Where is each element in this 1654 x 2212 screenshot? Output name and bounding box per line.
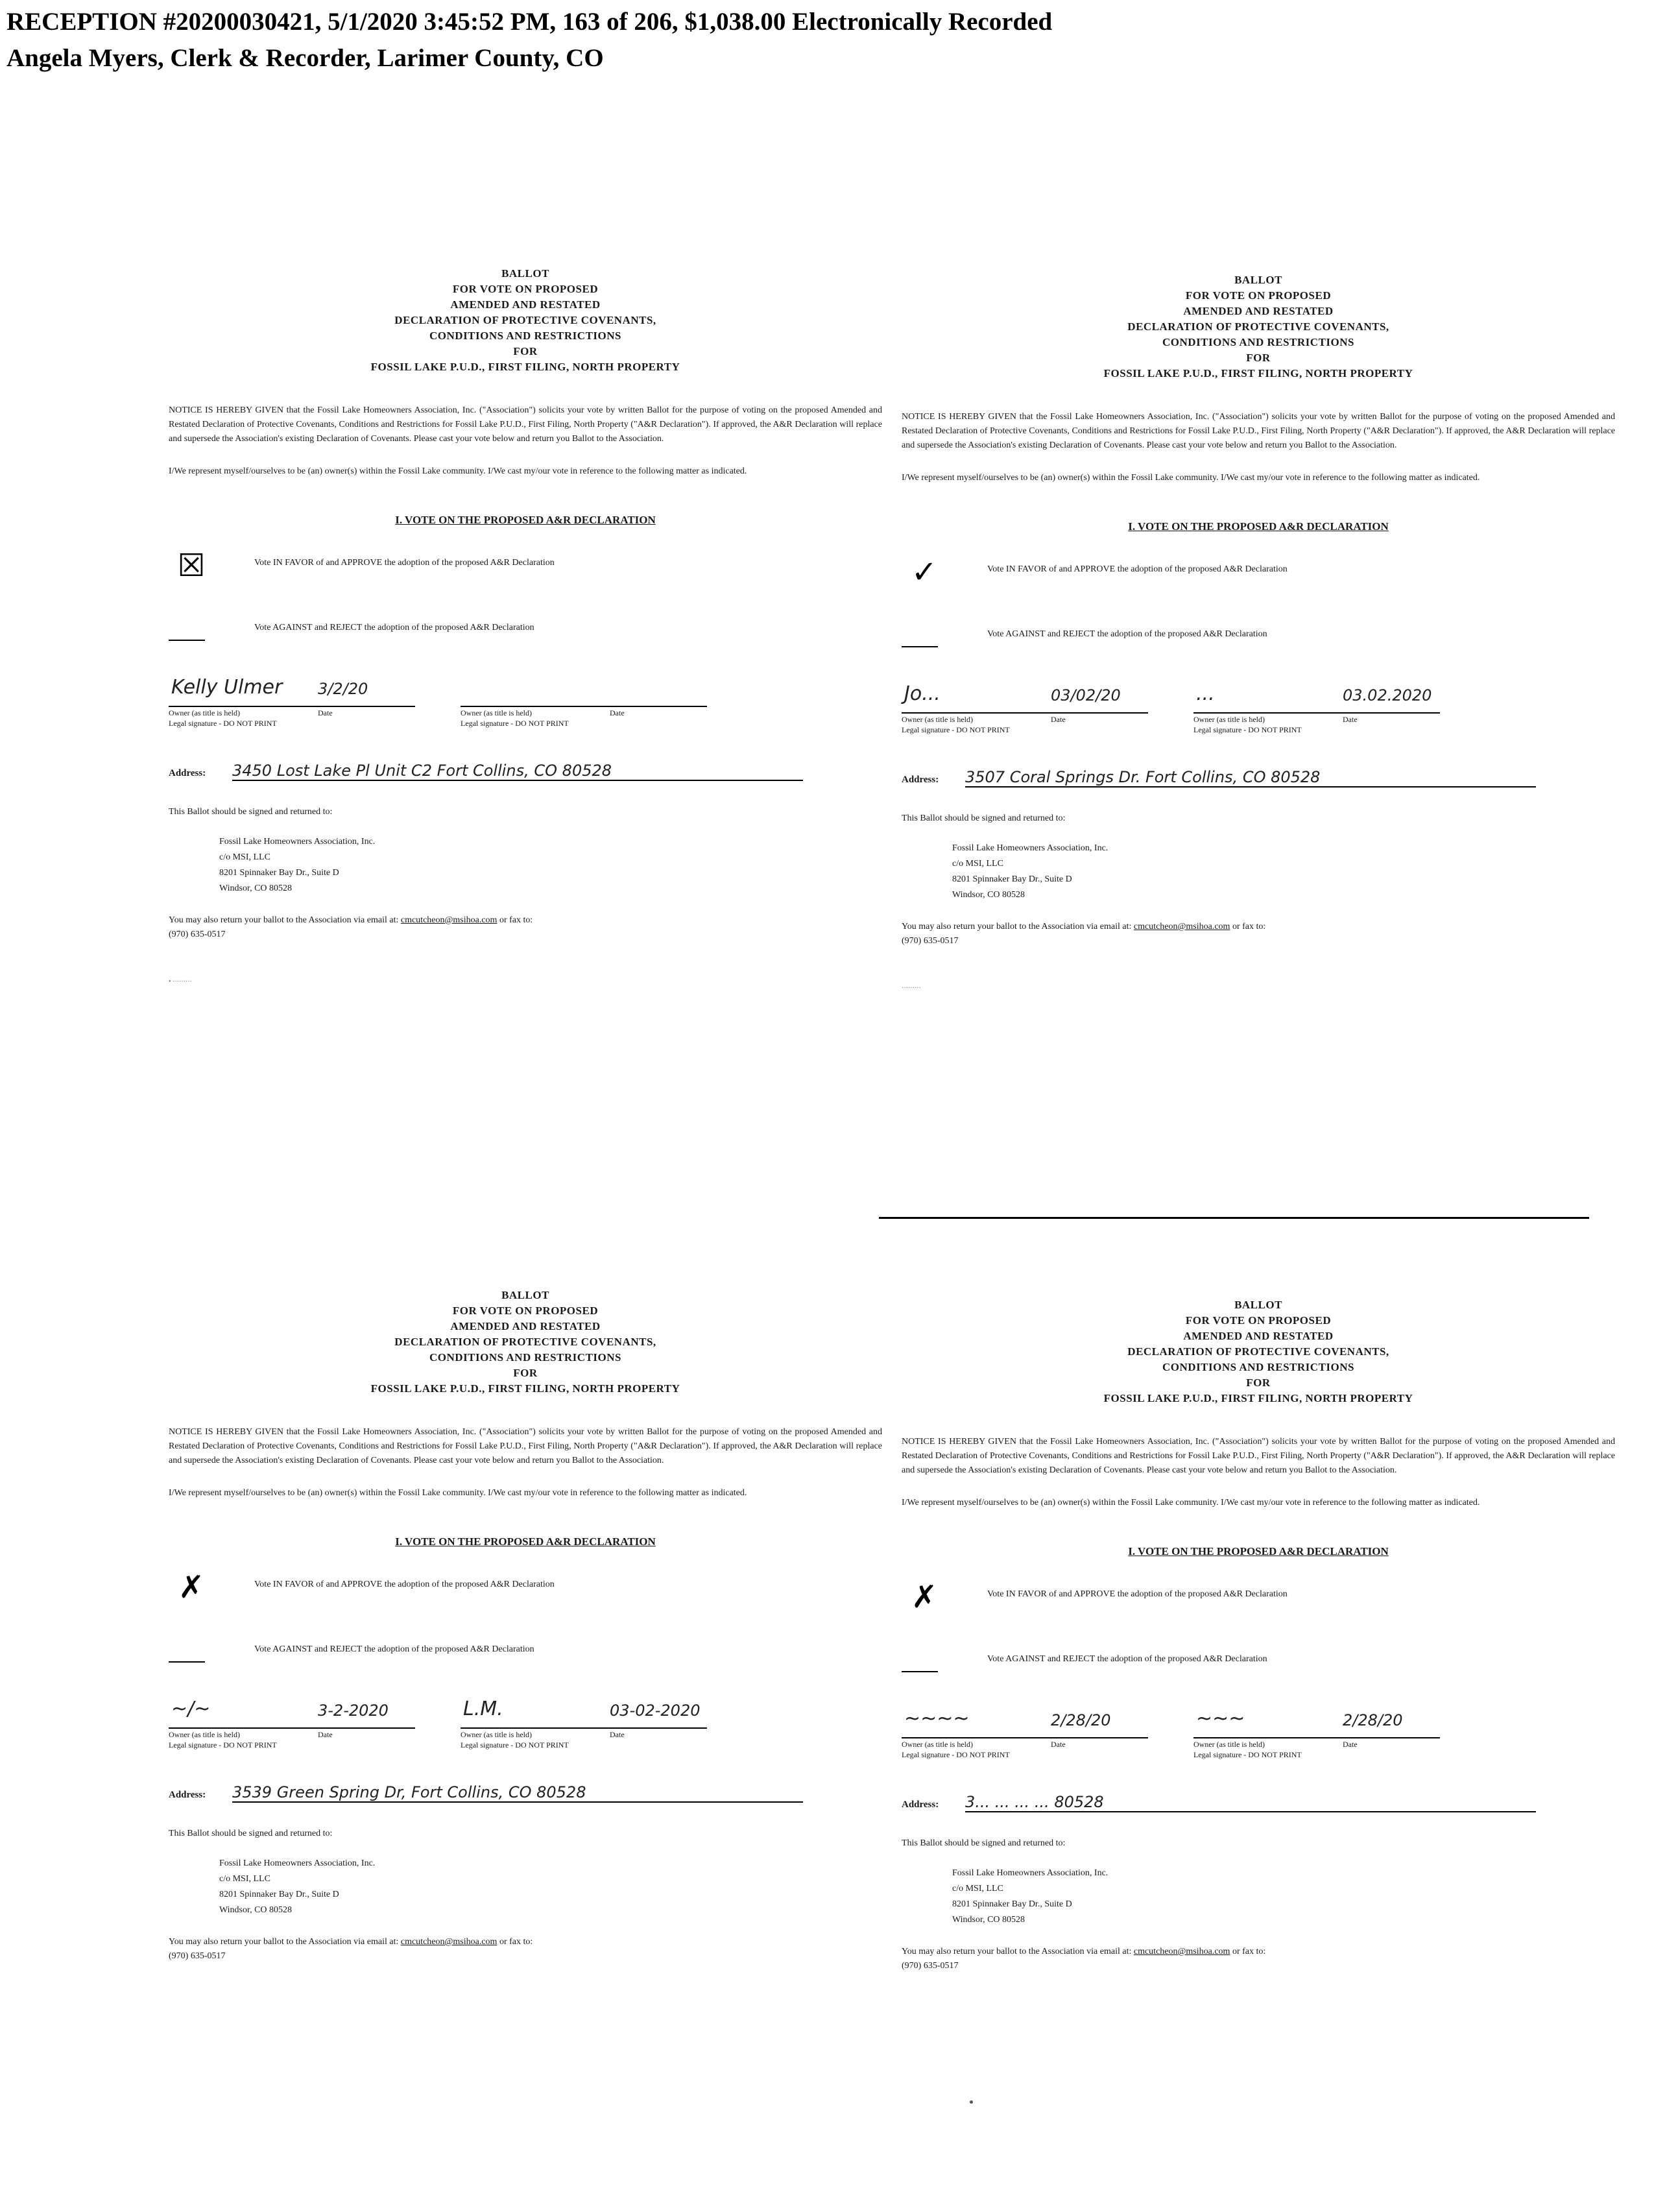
owner-signature: Jo...	[904, 682, 941, 705]
vote-favor-label: Vote IN FAVOR of and APPROVE the adoption of the proposed A&R Declaration	[254, 1580, 555, 1589]
email-link[interactable]: cmcutcheon@msihoa.com	[1133, 922, 1230, 932]
signature-area	[902, 1707, 1615, 1785]
ballot-heading-line: FOR VOTE ON PROPOSED	[1185, 289, 1332, 302]
vote-favor-label: Vote IN FAVOR of and APPROVE the adoption of the proposed A&R Declaration	[254, 558, 555, 568]
signature-line[interactable]	[902, 712, 1148, 714]
vote-favor-label: Vote IN FAVOR of and APPROVE the adoption of the proposed A&R Declaration	[987, 564, 1288, 574]
notice-paragraph: NOTICE IS HEREBY GIVEN that the Fossil Lake Homeowners Association, Inc. ("Association") solicits your vote by written Ballot for the purpose of voting on the proposed Amended and Restated Declaration of Protective Covenants, Conditions and Restrictions for Fossil Lake P.U.D., First Filing, North Property ("A&R Declaration"). If approved, the A&R Declaration will replace and supersede the Association's existing Declaration of Covenants. Please cast your vote below and return you Ballot to the Association.	[169, 1427, 882, 1465]
fax-number: (970) 635-0517	[169, 930, 226, 939]
reception-line: RECEPTION #20200030421, 5/1/2020 3:45:52 PM, 163 of 206, $1,038.00 Electronically Recorded	[6, 8, 1053, 36]
address-row	[169, 759, 882, 791]
vote-against-mark	[169, 1633, 214, 1672]
email-link[interactable]: cmcutcheon@msihoa.com	[400, 915, 497, 925]
date-label: Date	[1343, 1740, 1358, 1749]
owner-title-label: Owner (as title is held)	[902, 715, 973, 724]
owner-title-label: Owner (as title is held)	[169, 708, 240, 717]
email-link[interactable]: cmcutcheon@msihoa.com	[400, 1937, 497, 1947]
vote-against-label: Vote AGAINST and REJECT the adoption of the proposed A&R Declaration	[254, 623, 534, 632]
section-title: I. VOTE ON THE PROPOSED A&R DECLARATION	[1128, 1545, 1389, 1557]
signature-date: 2/28/20	[1343, 1711, 1403, 1729]
vote-against-row	[902, 618, 1615, 663]
section-title: I. VOTE ON THE PROPOSED A&R DECLARATION	[395, 1535, 656, 1548]
date-label: Date	[1343, 715, 1358, 724]
signature-line[interactable]	[1193, 1737, 1440, 1738]
ballot-heading	[169, 266, 882, 375]
ballot-heading-line: FOR	[513, 345, 538, 357]
address-label: Address:	[902, 1799, 939, 1810]
ballot-heading-line: FOR	[1246, 352, 1271, 364]
ballot-heading-line: FOSSIL LAKE P.U.D., FIRST FILING, NORTH PROPERTY	[370, 1382, 680, 1395]
email-instructions	[169, 1935, 882, 1964]
date-label: Date	[610, 708, 625, 717]
email-prefix: You may also return your ballot to the Association via email at:	[902, 922, 1132, 932]
ballot-footer-mark: ·········	[902, 985, 921, 992]
fax-number: (970) 635-0517	[169, 1951, 226, 1961]
return-address	[952, 841, 1615, 903]
signature-date: 2/28/20	[1051, 1711, 1111, 1729]
ballot-heading-line: BALLOT	[1234, 274, 1282, 286]
signature-date: 03/02/20	[1051, 686, 1121, 704]
address-label: Address:	[902, 775, 939, 785]
return-address-line: Fossil Lake Homeowners Association, Inc.	[952, 1868, 1109, 1878]
owner-signature: ~~~	[1196, 1707, 1245, 1730]
signature-area	[902, 682, 1615, 760]
vote-favor-checkbox[interactable]: ☒	[177, 547, 206, 584]
date-label: Date	[318, 708, 333, 717]
notice-paragraph: NOTICE IS HEREBY GIVEN that the Fossil Lake Homeowners Association, Inc. ("Association") solicits your vote by written Ballot for the purpose of voting on the proposed Amended and Restated Declaration of Protective Covenants, Conditions and Restrictions for Fossil Lake P.U.D., First Filing, North Property ("A&R Declaration"). If approved, the A&R Declaration will replace and supersede the Association's existing Declaration of Covenants. Please cast your vote below and return you Ballot to the Association.	[169, 405, 882, 444]
ballot-heading-line: BALLOT	[501, 1289, 549, 1301]
return-address-line: Fossil Lake Homeowners Association, Inc.	[219, 1858, 376, 1868]
signature-line[interactable]	[1193, 712, 1440, 714]
owner-signature: ~~~~	[904, 1707, 970, 1730]
email-instructions	[169, 913, 882, 942]
ballot-heading-line: AMENDED AND RESTATED	[1183, 305, 1334, 317]
legal-signature-label: Legal signature - DO NOT PRINT	[461, 1740, 569, 1749]
ballot-form	[169, 266, 882, 1109]
vote-against-row	[902, 1642, 1615, 1688]
ballot-heading	[902, 272, 1615, 381]
address-field[interactable]: 3539 Green Spring Dr, Fort Collins, CO 80528	[232, 1783, 803, 1803]
legal-signature-label: Legal signature - DO NOT PRINT	[902, 725, 1010, 734]
vote-favor-label: Vote IN FAVOR of and APPROVE the adoption of the proposed A&R Declaration	[987, 1589, 1288, 1599]
signature-area	[169, 1698, 882, 1775]
ballot-heading-line: DECLARATION OF PROTECTIVE COVENANTS,	[1127, 320, 1389, 333]
ballot-form	[902, 1297, 1615, 2141]
vote-against-mark	[902, 618, 947, 656]
vote-favor-row	[902, 553, 1615, 598]
signature-date: 3-2-2020	[318, 1701, 389, 1720]
vote-favor-checkbox[interactable]: ✗	[178, 1569, 205, 1605]
section-title: I. VOTE ON THE PROPOSED A&R DECLARATION	[395, 514, 656, 526]
vote-favor-row	[169, 546, 882, 592]
date-label: Date	[318, 1730, 333, 1739]
fax-number: (970) 635-0517	[902, 936, 959, 946]
ballot-heading-line: DECLARATION OF PROTECTIVE COVENANTS,	[1127, 1345, 1389, 1358]
ballot-heading-line: CONDITIONS AND RESTRICTIONS	[1162, 336, 1354, 348]
return-address-line: Windsor, CO 80528	[952, 890, 1025, 900]
return-address-line: c/o MSI, LLC	[219, 1874, 270, 1884]
legal-signature-label: Legal signature - DO NOT PRINT	[169, 1740, 277, 1749]
notice-paragraph: NOTICE IS HEREBY GIVEN that the Fossil Lake Homeowners Association, Inc. ("Association") solicits your vote by written Ballot for the purpose of voting on the proposed Amended and Restated Declaration of Protective Covenants, Conditions and Restrictions for Fossil Lake P.U.D., First Filing, North Property ("A&R Declaration"). If approved, the A&R Declaration will replace and supersede the Association's existing Declaration of Covenants. Please cast your vote below and return you Ballot to the Association.	[902, 1437, 1615, 1475]
address-row	[902, 1790, 1615, 1823]
ballot-heading-line: FOSSIL LAKE P.U.D., FIRST FILING, NORTH PROPERTY	[370, 361, 680, 373]
address-row	[169, 1781, 882, 1813]
signature-date: 03.02.2020	[1343, 686, 1432, 704]
section-title: I. VOTE ON THE PROPOSED A&R DECLARATION	[1128, 520, 1389, 533]
return-address-line: 8201 Spinnaker Bay Dr., Suite D	[219, 1890, 339, 1899]
clerk-line: Angela Myers, Clerk & Recorder, Larimer County, CO	[6, 44, 604, 72]
ballot-heading-line: BALLOT	[501, 267, 549, 280]
vote-against-mark	[169, 611, 214, 650]
return-address-line: c/o MSI, LLC	[952, 1884, 1003, 1893]
ballot-heading-line: FOSSIL LAKE P.U.D., FIRST FILING, NORTH PROPERTY	[1103, 1392, 1413, 1404]
ballot-heading-line: FOR VOTE ON PROPOSED	[452, 1304, 599, 1317]
email-instructions	[902, 1945, 1615, 1973]
owner-representation: I/We represent myself/ourselves to be (an) owner(s) within the Fossil Lake community. I/We cast my/our vote in reference to the following matter as indicated.	[902, 473, 1480, 483]
return-address-line: 8201 Spinnaker Bay Dr., Suite D	[952, 874, 1072, 884]
owner-signature: L.M.	[463, 1698, 503, 1720]
email-suffix: or fax to:	[499, 915, 533, 925]
return-address-line: Windsor, CO 80528	[952, 1915, 1025, 1925]
email-suffix: or fax to:	[499, 1937, 533, 1947]
vote-favor-checkbox[interactable]: ✗	[911, 1579, 938, 1615]
email-prefix: You may also return your ballot to the Association via email at:	[169, 915, 399, 925]
vote-against-label: Vote AGAINST and REJECT the adoption of the proposed A&R Declaration	[254, 1644, 534, 1654]
address-label: Address:	[169, 1790, 206, 1800]
signature-line[interactable]	[461, 1727, 707, 1729]
vote-against-label: Vote AGAINST and REJECT the adoption of the proposed A&R Declaration	[987, 629, 1267, 639]
ballot-heading-line: AMENDED AND RESTATED	[450, 1320, 601, 1332]
signature-area	[169, 676, 882, 754]
vote-favor-checkbox[interactable]: ✓	[911, 554, 938, 590]
owner-representation: I/We represent myself/ourselves to be (an) owner(s) within the Fossil Lake community. I/We cast my/our vote in reference to the following matter as indicated.	[902, 1498, 1480, 1508]
return-address-line: Windsor, CO 80528	[219, 884, 293, 893]
owner-title-label: Owner (as title is held)	[1193, 715, 1265, 724]
owner-title-label: Owner (as title is held)	[169, 1730, 240, 1739]
owner-title-label: Owner (as title is held)	[461, 1730, 532, 1739]
ballot-separator-line	[879, 1217, 1589, 1219]
return-address-line: Fossil Lake Homeowners Association, Inc.	[952, 843, 1109, 853]
ballot-heading-line: AMENDED AND RESTATED	[1183, 1330, 1334, 1342]
ballot-form	[902, 272, 1615, 1116]
return-instructions: This Ballot should be signed and returned to:	[169, 807, 333, 817]
legal-signature-label: Legal signature - DO NOT PRINT	[169, 719, 277, 728]
ballot-heading-line: FOR VOTE ON PROPOSED	[1185, 1314, 1332, 1327]
address-field[interactable]: 3450 Lost Lake Pl Unit C2 Fort Collins, CO 80528	[232, 762, 803, 781]
legal-signature-label: Legal signature - DO NOT PRINT	[1193, 1750, 1302, 1759]
owner-title-label: Owner (as title is held)	[1193, 1740, 1265, 1749]
return-instructions: This Ballot should be signed and returned to:	[902, 813, 1066, 823]
return-address-line: Windsor, CO 80528	[219, 1905, 293, 1915]
fax-number: (970) 635-0517	[902, 1961, 959, 1971]
owner-representation: I/We represent myself/ourselves to be (an) owner(s) within the Fossil Lake community. I/We cast my/our vote in reference to the following matter as indicated.	[169, 466, 747, 476]
email-instructions	[902, 920, 1615, 948]
ballot-form	[169, 1288, 882, 2131]
address-row	[902, 765, 1615, 798]
vote-favor-row	[169, 1568, 882, 1613]
ballot-footer-mark: • ·········	[169, 978, 192, 985]
owner-representation: I/We represent myself/ourselves to be (an) owner(s) within the Fossil Lake community. I/We cast my/our vote in reference to the following matter as indicated.	[169, 1488, 747, 1498]
email-link[interactable]: cmcutcheon@msihoa.com	[1133, 1947, 1230, 1956]
ballot-heading-line: FOR VOTE ON PROPOSED	[452, 283, 599, 295]
ballot-heading-line: DECLARATION OF PROTECTIVE COVENANTS,	[394, 314, 656, 326]
ballot-heading-line: CONDITIONS AND RESTRICTIONS	[1162, 1361, 1354, 1373]
owner-title-label: Owner (as title is held)	[461, 708, 532, 717]
ballot-heading-line: FOSSIL LAKE P.U.D., FIRST FILING, NORTH PROPERTY	[1103, 367, 1413, 379]
email-prefix: You may also return your ballot to the Association via email at:	[902, 1947, 1132, 1956]
signature-line[interactable]	[461, 706, 707, 707]
return-address-line: c/o MSI, LLC	[952, 859, 1003, 869]
return-address-line: 8201 Spinnaker Bay Dr., Suite D	[219, 868, 339, 878]
vote-against-row	[169, 611, 882, 656]
email-prefix: You may also return your ballot to the Association via email at:	[169, 1937, 399, 1947]
email-suffix: or fax to:	[1232, 922, 1266, 932]
legal-signature-label: Legal signature - DO NOT PRINT	[461, 719, 569, 728]
date-label: Date	[1051, 1740, 1066, 1749]
return-address	[219, 834, 882, 896]
ballot-heading-line: CONDITIONS AND RESTRICTIONS	[429, 330, 621, 342]
ballot-heading-line: FOR	[513, 1367, 538, 1379]
email-suffix: or fax to:	[1232, 1947, 1266, 1956]
return-instructions: This Ballot should be signed and returned to:	[902, 1838, 1066, 1848]
ballot-heading-line: FOR	[1246, 1376, 1271, 1389]
owner-signature: ...	[1196, 682, 1215, 705]
legal-signature-label: Legal signature - DO NOT PRINT	[902, 1750, 1010, 1759]
return-address-line: 8201 Spinnaker Bay Dr., Suite D	[952, 1899, 1072, 1909]
ballot-heading-line: DECLARATION OF PROTECTIVE COVENANTS,	[394, 1336, 656, 1348]
signature-line[interactable]	[902, 1737, 1148, 1738]
return-address-line: Fossil Lake Homeowners Association, Inc.	[219, 837, 376, 847]
date-label: Date	[1051, 715, 1066, 724]
vote-against-row	[169, 1633, 882, 1678]
signature-date: 03-02-2020	[610, 1701, 701, 1720]
ballot-heading-line: AMENDED AND RESTATED	[450, 298, 601, 311]
ballot-heading-line: CONDITIONS AND RESTRICTIONS	[429, 1351, 621, 1364]
recording-header	[6, 4, 1052, 77]
owner-title-label: Owner (as title is held)	[902, 1740, 973, 1749]
return-address	[219, 1856, 882, 1918]
vote-against-mark	[902, 1642, 947, 1681]
date-label: Date	[610, 1730, 625, 1739]
ballot-heading-line: BALLOT	[1234, 1299, 1282, 1311]
return-address	[952, 1866, 1615, 1928]
return-address-line: c/o MSI, LLC	[219, 852, 270, 862]
vote-favor-row	[902, 1578, 1615, 1623]
signature-line[interactable]	[169, 706, 415, 707]
address-field[interactable]: 3507 Coral Springs Dr. Fort Collins, CO 80528	[965, 768, 1536, 787]
owner-signature: ~/~	[171, 1698, 211, 1720]
vote-against-label: Vote AGAINST and REJECT the adoption of the proposed A&R Declaration	[987, 1654, 1267, 1664]
address-field[interactable]: 3... ... ... ... 80528	[965, 1793, 1536, 1812]
signature-line[interactable]	[169, 1727, 415, 1729]
ballot-heading	[169, 1288, 882, 1397]
signature-date: 3/2/20	[318, 680, 368, 698]
ballot-heading	[902, 1297, 1615, 1406]
notice-paragraph: NOTICE IS HEREBY GIVEN that the Fossil Lake Homeowners Association, Inc. ("Association") solicits your vote by written Ballot for the purpose of voting on the proposed Amended and Restated Declaration of Protective Covenants, Conditions and Restrictions for Fossil Lake P.U.D., First Filing, North Property ("A&R Declaration"). If approved, the A&R Declaration will replace and supersede the Association's existing Declaration of Covenants. Please cast your vote below and return you Ballot to the Association.	[902, 412, 1615, 450]
owner-signature: Kelly Ulmer	[171, 676, 283, 699]
address-label: Address:	[169, 768, 206, 778]
return-instructions: This Ballot should be signed and returned to:	[169, 1829, 333, 1838]
legal-signature-label: Legal signature - DO NOT PRINT	[1193, 725, 1302, 734]
